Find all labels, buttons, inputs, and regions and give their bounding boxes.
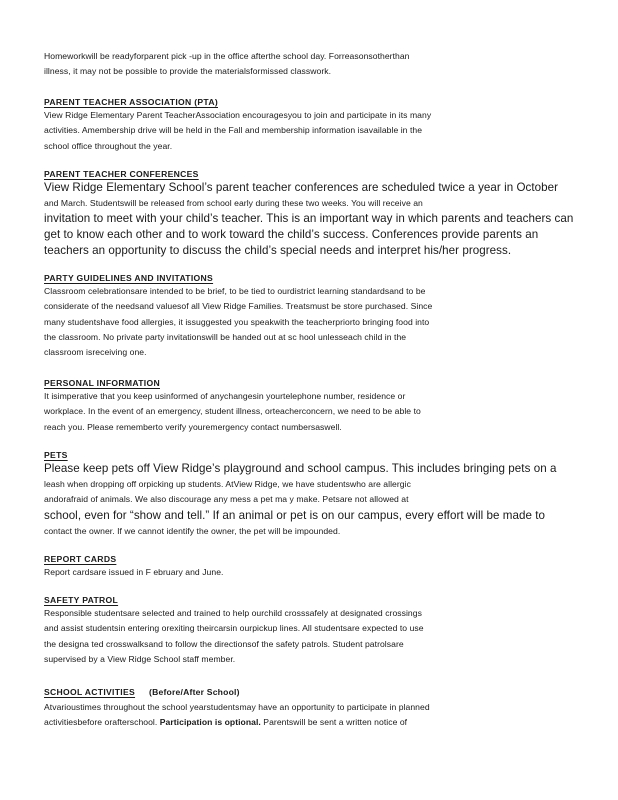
school-activities-line-2-end: Parentswill be sent a written notice of <box>260 717 408 728</box>
pta-line-1: View Ridge Elementary Parent TeacherAssociation encouragesyou to join and participate in its many <box>44 110 432 120</box>
party-line-4: the classroom. No private party invitationswill be handed out at sc hool unlesseach child in the <box>44 331 407 342</box>
personal-info-line-2: workplace. In the event of an emergency, student illness, orteacherconcern, we need to be able to <box>44 406 421 417</box>
safety-patrol-line-2: and assist studentsin entering orexiting theircarsin ourpickup lines. All studentsare expected to use <box>44 623 424 634</box>
safety-patrol-line-3: the designa ted crosswalksand to follow the directionsof the safety patrols. Student patrolsare <box>44 638 404 649</box>
conferences-line-2: and March. Studentswill be released from school early during these two weeks. You will receive an <box>44 198 423 208</box>
pets-section <box>44 449 604 539</box>
personal-info-heading: PERSONAL INFORMATION <box>44 378 160 388</box>
personal-info-section <box>44 377 604 435</box>
party-section <box>44 272 604 360</box>
party-heading: PARTY GUIDELINES AND INVITATIONS <box>44 273 214 283</box>
conferences-line-1: View Ridge Elementary School’s parent teacher conferences are scheduled twice a year in October <box>44 181 559 194</box>
party-line-5: classroom isreceiving one. <box>44 347 147 358</box>
conferences-line-4: get to know each other and to work toward the child’s success. Conferences provide parents an <box>44 228 539 242</box>
school-activities-heading: SCHOOL ACTIVITIES <box>44 687 136 697</box>
pta-heading: PARENT TEACHER ASSOCIATION (PTA) <box>44 97 218 107</box>
intro-line-1: Homeworkwill be readyforparent pick -up in the office afterthe school day. Forreasonsotherthan <box>44 51 410 61</box>
school-activities-heading-note: (Before/After School) <box>149 687 240 697</box>
intro-paragraph <box>44 49 604 80</box>
pets-heading: PETS <box>44 450 68 460</box>
school-activities-paragraph <box>44 700 604 731</box>
pta-section <box>44 96 604 154</box>
school-activities-section <box>44 682 604 731</box>
pets-line-2: leash when dropping off orpicking up students. AtView Ridge, we have studentswho are allergic <box>44 479 411 489</box>
pta-line-3: school office throughout the year. <box>44 140 173 151</box>
intro-line-2: illness, it may not be possible to provide the materialsformissed classwork. <box>44 66 332 77</box>
conferences-line-5: teachers an opportunity to discuss the child’s special needs and interpret his/her progress. <box>44 244 512 258</box>
school-activities-heading-row <box>44 682 604 700</box>
pets-line-4: school, even for “show and tell.” If an animal or pet is on our campus, every effort will be made to <box>44 508 545 522</box>
conferences-heading: PARENT TEACHER CONFERENCES <box>44 169 199 179</box>
report-cards-paragraph <box>44 565 604 580</box>
school-activities-line-2-start: activitiesbefore orafterschool. <box>44 717 160 728</box>
safety-patrol-section <box>44 594 604 667</box>
pta-line-2: activities. Amembership drive will be held in the Fall and membership information isavailable in the <box>44 125 423 136</box>
school-activities-line-1: Atvarioustimes throughout the school yearstudentsmay have an opportunity to participate in planned <box>44 702 430 712</box>
safety-patrol-line-4: supervised by a View Ridge School staff member. <box>44 653 236 664</box>
report-cards-heading: REPORT CARDS <box>44 554 117 564</box>
personal-info-line-1: It isimperative that you keep usinformed of anychangesin yourtelephone number, residence or <box>44 391 406 401</box>
school-activities-line-2 <box>44 715 604 730</box>
conferences-line-3: invitation to meet with your child’s teacher. This is an important way in which parents and teachers can <box>44 212 574 226</box>
pta-paragraph <box>44 108 604 154</box>
party-line-3: many studentshave food allergies, it issuggested you speakwith the teacherpriorto bringing food into <box>44 316 430 327</box>
pets-line-3: andorafraid of animals. We also discourage any mess a pet ma y make. Petsare not allowed at <box>44 494 409 505</box>
personal-info-paragraph <box>44 389 604 435</box>
pets-line-1: Please keep pets off View Ridge’s playground and school campus. This includes bringing pets on a <box>44 462 557 475</box>
party-line-2: considerate of the needsand valuesof all View Ridge Families. Treatsmust be store purchased. Since <box>44 301 433 312</box>
report-cards-section <box>44 553 604 580</box>
participation-optional-text: Participation is optional. <box>159 717 261 728</box>
report-cards-line-1: Report cardsare issued in F ebruary and June. <box>44 567 224 577</box>
party-line-1: Classroom celebrationsare intended to be brief, to be tied to ourdistrict learning standardsand to be <box>44 286 426 296</box>
safety-patrol-heading: SAFETY PATROL <box>44 595 119 605</box>
safety-patrol-line-1: Responsible studentsare selected and trained to help ourchild crosssafely at designated crossings <box>44 608 422 618</box>
personal-info-line-3: reach you. Please rememberto verify youremergency contact numbersaswell. <box>44 421 342 432</box>
pets-line-5: contact the owner. If we cannot identify the owner, the pet will be impounded. <box>44 525 341 536</box>
safety-patrol-paragraph <box>44 606 604 667</box>
conferences-section <box>44 168 604 259</box>
party-paragraph <box>44 284 604 360</box>
